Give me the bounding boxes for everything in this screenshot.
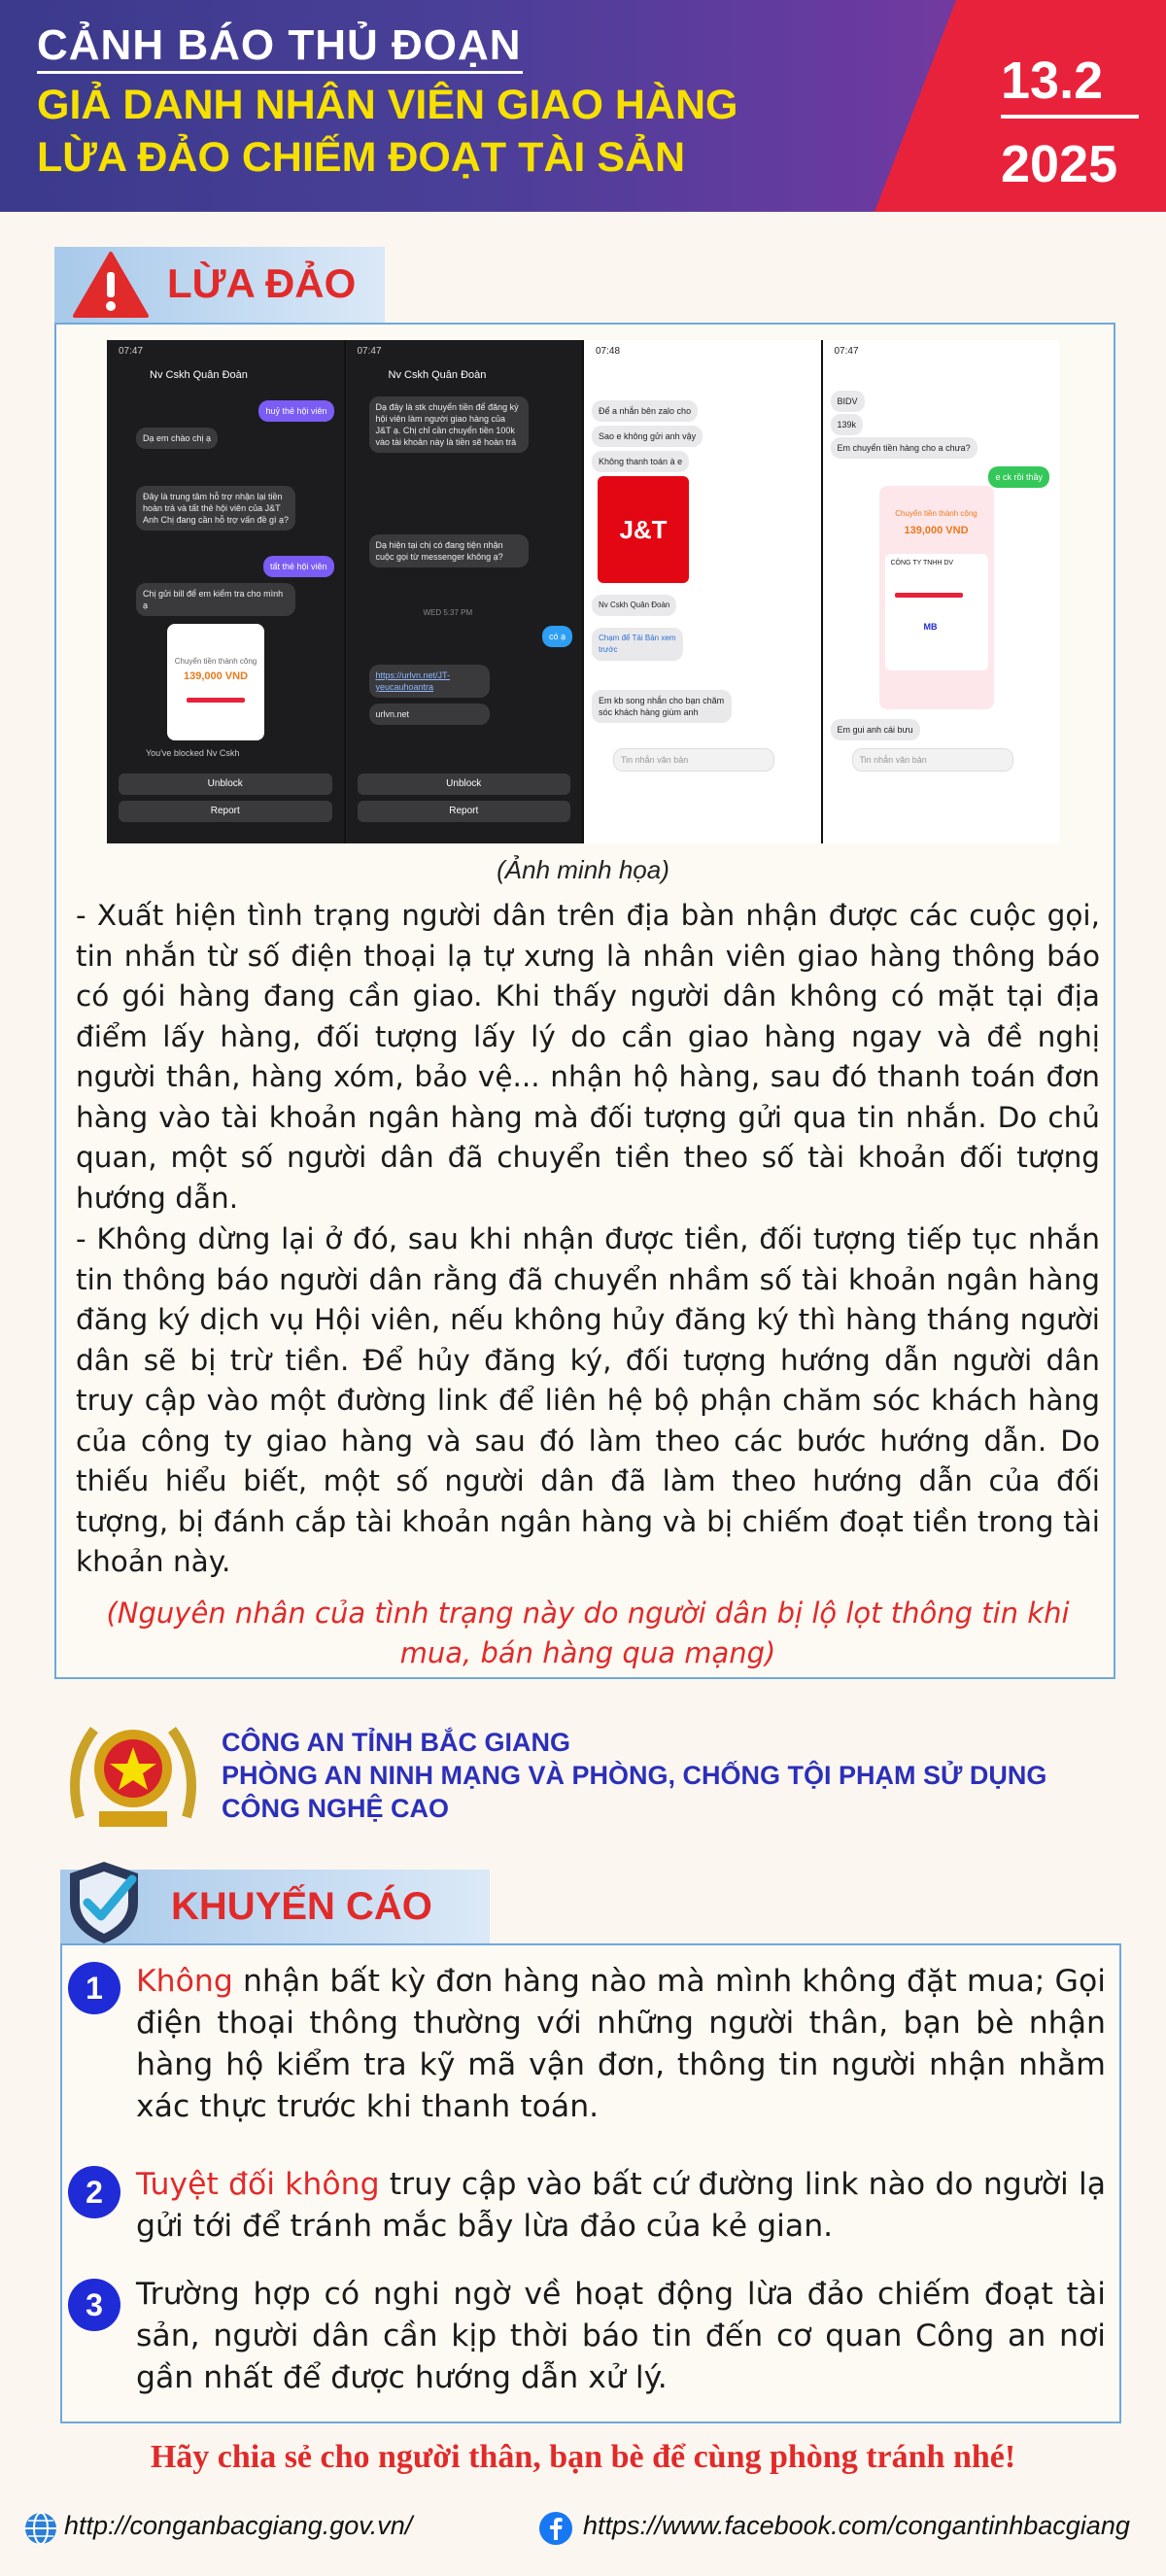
receipt-title: Chuyển tiền thành công: [895, 509, 977, 518]
header-date-year: 2025: [1001, 135, 1118, 193]
bank-logo: MB: [923, 622, 938, 632]
receipt-company: CÔNG TY TNHH DV: [890, 560, 954, 567]
phone-screenshot-1: [107, 340, 344, 843]
report-button[interactable]: Report: [119, 801, 332, 822]
image-caption: (Ảnh minh họa): [497, 855, 669, 884]
chat-contact-name: Nv Cskh Quân Đoàn: [150, 369, 248, 381]
globe-icon: [23, 2511, 58, 2546]
chat-bubble: Dạ đây là stk chuyển tiền để đăng ký hội viên làm người giao hàng của J&T ạ. Chị chỉ cần chuyển tiền 100k vào tài khoản này là tiền sẽ hoàn trả: [369, 396, 529, 453]
chat-bubble: Em kb song nhắn cho bạn chăm sóc khách hàng giùm anh: [592, 690, 732, 723]
advice-number-1: 1: [68, 1962, 120, 2014]
phone-screenshot-2: [346, 340, 583, 843]
phone-time: 07:47: [119, 346, 144, 357]
warning-paragraph-1: - Xuất hiện tình trạng người dân trên địa bàn nhận được các cuộc gọi, tin nhắn từ số điện thoại lạ tự xưng là nhân viên giao hàng thông báo có gói hàng đang cần giao. Khi thấy người dân không có mặt tại địa điểm lấy hàng, đối tượng lấy lý do cần giao hàng ngay và đề nghị người thân, hàng xóm, bảo vệ... nhận hộ hàng, sau đó thanh toán đơn hàng vào tài khoản ngân hàng mà đối tượng gửi qua tin nhắn. Do chủ quan, một số người dân đã chuyển tiền theo số tài khoản đối tượng hướng dẫn.: [76, 899, 1100, 1215]
header-title-line2: GIẢ DANH NHÂN VIÊN GIAO HÀNG: [37, 82, 738, 128]
message-input[interactable]: Tin nhắn văn bản: [852, 748, 1013, 772]
chat-bubble: Dạ em chào chị ạ: [136, 428, 218, 449]
advice-tag-label: KHUYẾN CÁO: [171, 1885, 432, 1928]
advice-text: nhận bất kỳ đơn hàng nào mà mình không đặt mua; Gọi điện thoại thông thường với những người thân, bạn bè nhận hàng hộ kiểm tra kỹ mã vận đơn, thông tin người nhận nhằm xác thực trước khi thanh toán.: [136, 1964, 1106, 2124]
phone-time: 07:47: [834, 346, 859, 357]
chat-contact-name: Nv Cskh Quân Đoàn: [388, 369, 487, 381]
phone-time: 07:47: [357, 346, 382, 357]
header-title-line3: LỪA ĐẢO CHIẾM ĐOẠT TÀI SẢN: [37, 134, 686, 181]
facebook-link[interactable]: https://www.facebook.com/congantinhbacgiang: [583, 2511, 1130, 2540]
chat-bubble: Đây là trung tâm hỗ trợ nhận lại tiền hoàn trả và tất thẻ hội viên của J&T Anh Chị đang cần hỗ trợ vấn đề gì ạ?: [136, 486, 295, 531]
advice-text: Trường hợp có nghi ngờ về hoạt động lừa đảo chiếm đoạt tài sản, người dân cần kịp thời báo tin đến cơ quan Công an nơi gần nhất để được hướng dẫn xử lý.: [136, 2277, 1106, 2395]
org-name-line1: CÔNG AN TỈNH BẮC GIANG: [222, 1728, 570, 1757]
receipt-thumbnail: [879, 486, 994, 709]
chat-bubble: Dạ hiện tại chị có đang tiện nhận cuộc gọi từ messenger không ạ?: [369, 534, 529, 567]
jt-express-logo: J&T: [598, 476, 689, 583]
chat-timestamp: WED 5:37 PM: [423, 608, 473, 617]
chat-bubble: Nv Cskh Quân Đoàn: [592, 595, 676, 616]
receipt-details: [885, 554, 988, 670]
chat-bubble: có ạ: [542, 626, 572, 647]
illustration-screenshots: [107, 340, 1059, 843]
advice-item-1: [136, 1961, 1106, 2128]
warning-paragraph-2: - Không dừng lại ở đó, sau khi nhận được tiền, đối tượng tiếp tục nhắn tin thông báo người dân rằng đã chuyển nhầm số tài khoản ngân hàng đăng ký dịch vụ Hội viên, nếu không hủy đăng ký thì hàng tháng người dân sẽ bị trừ tiền. Để hủy đăng ký, đối tượng hướng dẫn người dân truy cập vào một đường link để liên hệ bộ phận chăm sóc khách hàng của công ty giao hàng và sau đó làm theo các bước hướng dẫn. Do thiếu hiểu biết, một số người dân đã làm theo hướng dẫn của đối tượng, bị đánh cắp tài khoản ngân hàng và bị chiếm đoạt tiền trong tài khoản này.: [76, 1222, 1100, 1578]
shield-check-icon: [64, 1858, 144, 1947]
receipt-title: Chuyển tiền thành công: [174, 657, 257, 666]
header-date-divider: [1001, 115, 1139, 119]
receipt-thumbnail: [167, 624, 264, 740]
header-date-day: 13.2: [1001, 52, 1104, 110]
facebook-icon: [538, 2511, 573, 2546]
chat-bubble: 139k: [831, 414, 864, 435]
org-name-line2: PHÒNG AN NINH MẠNG VÀ PHÒNG, CHỐNG TỘI PHẠM SỬ DỤNG: [222, 1761, 1047, 1790]
advice-highlight: Tuyệt đối không: [136, 2167, 380, 2202]
redaction-mark: [187, 698, 245, 703]
police-emblem-icon: [60, 1710, 206, 1837]
advice-text: truy cập vào bất cứ đường link nào do người lạ gửi tới để tránh mắc bẫy lừa đảo của kẻ gian.: [136, 2167, 1107, 2244]
advice-item-3: [136, 2274, 1106, 2399]
chat-bubble: Không thanh toán à e: [592, 451, 689, 472]
message-input[interactable]: Tin nhắn văn bản: [613, 748, 774, 772]
chat-bubble: Chạm để Tải Bản xem trước: [592, 628, 683, 661]
share-callout: Hãy chia sẻ cho người thân, bạn bè để cùng phòng tránh nhé!: [150, 2439, 1016, 2475]
warning-tag-label: LỪA ĐẢO: [167, 260, 357, 306]
chat-bubble: tất thẻ hội viên: [263, 556, 334, 577]
advice-highlight: Không: [136, 1964, 233, 1999]
report-button[interactable]: Report: [358, 801, 571, 822]
advice-number-3: 3: [68, 2279, 120, 2331]
unblock-button[interactable]: Unblock: [119, 773, 332, 795]
chat-bubble: Em gui anh cái bưu: [831, 719, 920, 740]
redaction-mark: [895, 593, 963, 598]
chat-bubble: huỷ thẻ hội viên: [258, 400, 333, 422]
header-underline: [37, 71, 523, 74]
chat-bubble: Em chuyển tiền hàng cho a chưa?: [831, 437, 977, 459]
warning-triangle-icon: [72, 251, 150, 319]
advice-number-2: 2: [68, 2166, 120, 2218]
header-title-top: CẢNH BÁO THỦ ĐOẠN: [37, 21, 522, 69]
chat-bubble: Để a nhắn bên zalo cho: [592, 400, 698, 422]
blocked-notice: You've blocked Nv Cskh: [146, 748, 240, 758]
receipt-amount: 139,000 VND: [904, 525, 969, 536]
chat-bubble: Chị gửi bill để em kiểm tra cho mình ạ: [136, 583, 295, 616]
phone-screenshot-4: [823, 340, 1060, 843]
advice-item-2: [136, 2164, 1106, 2248]
org-name-line3: CÔNG NGHỆ CAO: [222, 1794, 450, 1823]
chat-bubble: e ck rồi thầy: [988, 466, 1049, 488]
phone-screenshot-3: [584, 340, 821, 843]
website-link[interactable]: http://conganbacgiang.gov.vn/: [64, 2511, 413, 2540]
receipt-amount: 139,000 VND: [183, 670, 249, 682]
chat-bubble: Sao e không gửi anh vậy: [592, 426, 703, 447]
phone-time: 07:48: [596, 346, 621, 357]
link-domain: urlvn.net: [369, 704, 490, 725]
chat-bubble: BIDV: [831, 391, 865, 412]
cause-note: (Nguyên nhân của tình trạng này do người dân bị lộ lọt thông tin khi mua, bán hàng qua mạng): [106, 1597, 1070, 1669]
unblock-button[interactable]: Unblock: [358, 773, 571, 795]
phishing-link[interactable]: https://urlvn.net/JT-yeucauhoantra: [369, 665, 490, 698]
